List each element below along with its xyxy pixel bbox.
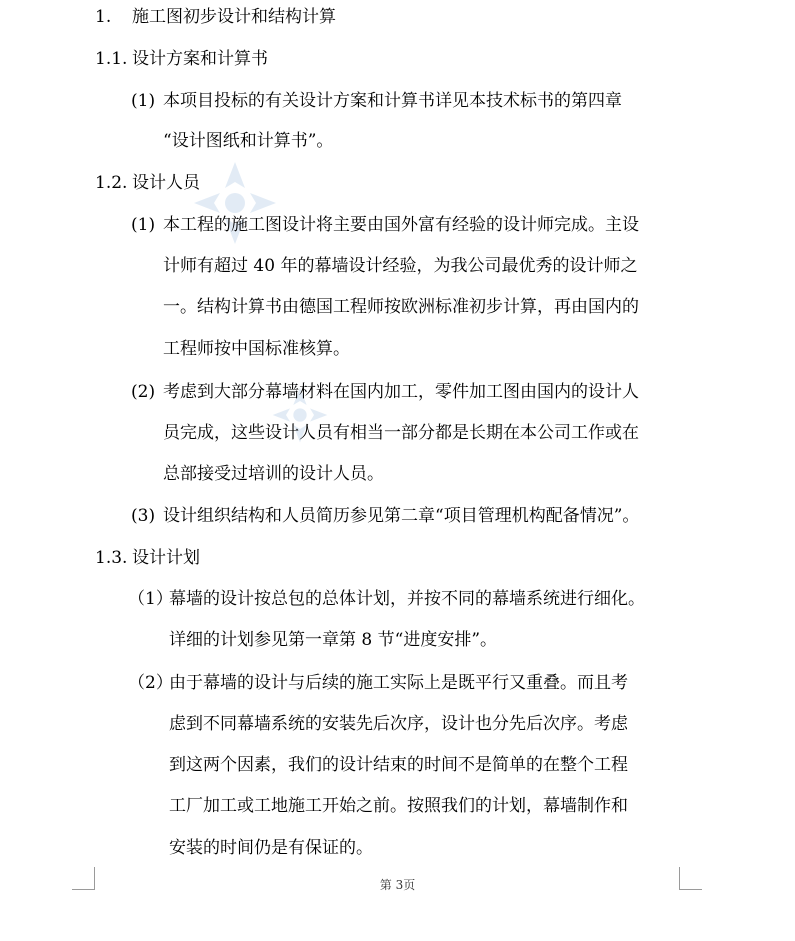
page-number: 第 3页 (379, 878, 416, 892)
paragraph-line: 幕墙的设计按总包的总体计划，并按不同的幕墙系统进行细化。 (169, 589, 645, 609)
heading-1-1-title: 设计方案和计算书 (132, 49, 268, 69)
list-item-marker: (2) (131, 382, 156, 402)
paragraph-line: 本工程的施工图设计将主要由国外富有经验的设计师完成。主设 (163, 215, 639, 235)
list-item-marker: (1) (131, 215, 156, 235)
paragraph-line: 虑到不同幕墙系统的安装先后次序，设计也分先后次序。考虑 (169, 714, 628, 734)
paragraph-line: 总部接受过培训的设计人员。 (163, 464, 384, 484)
heading-1-1-number: 1.1. (95, 49, 128, 69)
paragraph-line: 设计组织结构和人员简历参见第二章“项目管理机构配备情况”。 (163, 506, 640, 526)
heading-1-3-number: 1.3. (95, 548, 128, 568)
list-item-marker: (1) (131, 91, 156, 111)
paragraph-line: 到这两个因素，我们的设计结束的时间不是简单的在整个工程 (169, 755, 628, 775)
paragraph-line: 工程师按中国标准核算。 (163, 339, 350, 359)
paragraph-line: 详细的计划参见第一章第 8 节“进度安排”。 (169, 630, 498, 650)
heading-1-3-title: 设计计划 (132, 548, 200, 568)
list-item-marker: （1） (128, 589, 173, 609)
heading-1-2-title: 设计人员 (132, 173, 200, 193)
heading-1-number: 1. (95, 7, 112, 27)
paragraph-line: 安装的时间仍是有保证的。 (169, 838, 373, 858)
paragraph-line: 考虑到大部分幕墙材料在国内加工，零件加工图由国内的设计人 (163, 382, 639, 402)
paragraph-line: “设计图纸和计算书”。 (163, 131, 334, 151)
paragraph-line: 本项目投标的有关设计方案和计算书详见本技术标书的第四章 (163, 91, 622, 111)
paragraph-line: 员完成，这些设计人员有相当一部分都是长期在本公司工作或在 (163, 423, 639, 443)
list-item-marker: （2） (128, 673, 173, 693)
paragraph-line: 工厂加工或工地施工开始之前。按照我们的计划，幕墙制作和 (169, 796, 628, 816)
list-item-marker: (3) (131, 506, 156, 526)
paragraph-line: 由于幕墙的设计与后续的施工实际上是既平行又重叠。而且考 (169, 673, 628, 693)
heading-1-title: 施工图初步设计和结构计算 (132, 7, 336, 27)
paragraph-line: 计师有超过 40 年的幕墙设计经验，为我公司最优秀的设计师之 (163, 256, 638, 276)
heading-1-2-number: 1.2. (95, 173, 128, 193)
paragraph-line: 一。结构计算书由德国工程师按欧洲标准初步计算，再由国内的 (163, 297, 639, 317)
